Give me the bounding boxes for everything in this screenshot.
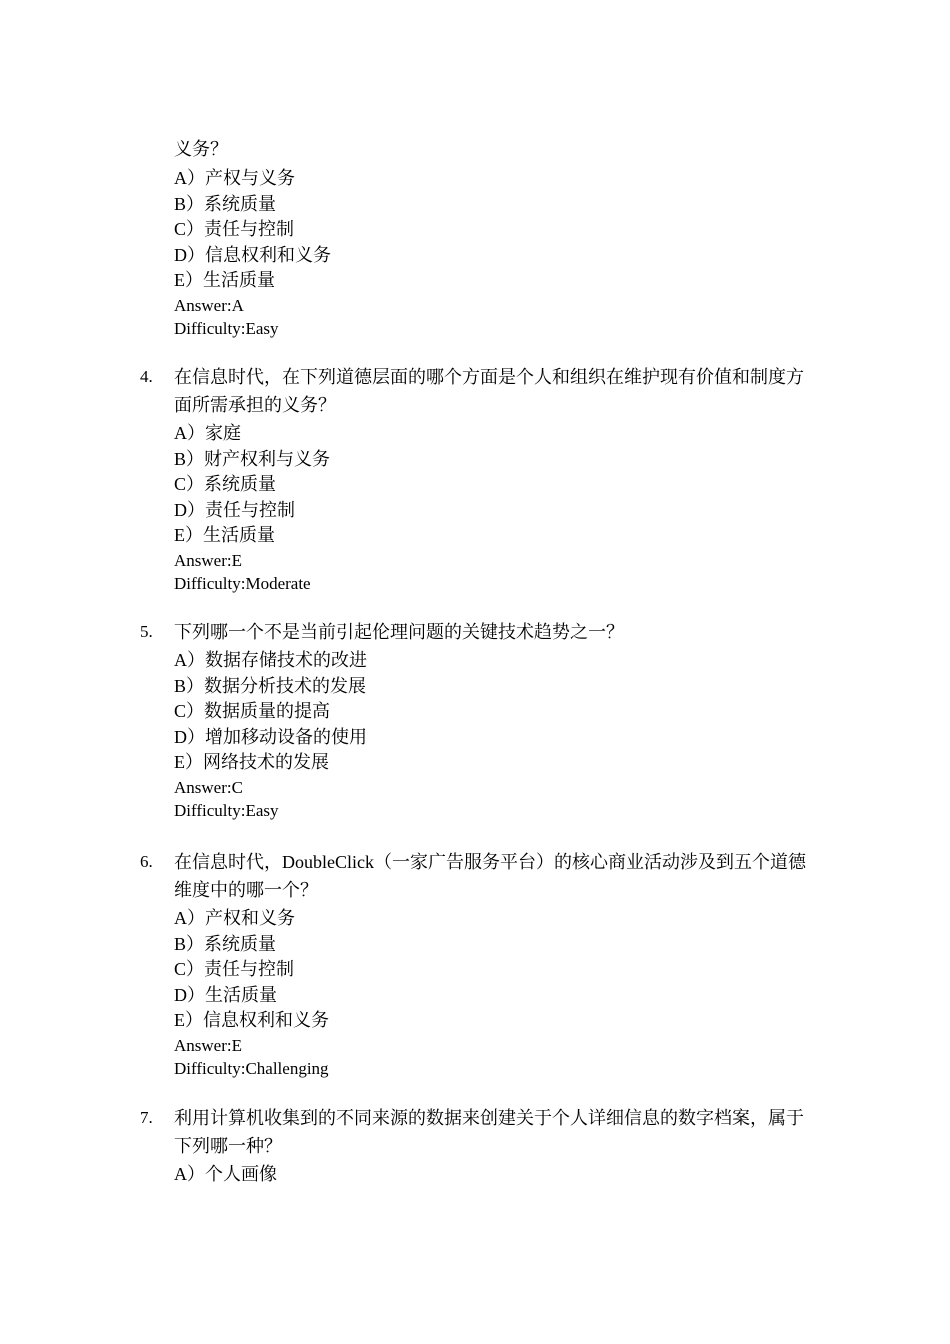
option-e: E）生活质量 xyxy=(174,270,275,290)
answer-label: Answer:E xyxy=(174,550,242,570)
question-stem xyxy=(140,1104,820,1160)
difficulty-label: Difficulty:Moderate xyxy=(174,573,311,593)
difficulty-label: Difficulty:Easy xyxy=(174,800,279,820)
option-b: B）系统质量 xyxy=(174,193,277,214)
option-d: D）生活质量 xyxy=(174,984,277,1005)
option-b: B）数据分析技术的发展 xyxy=(174,675,367,696)
difficulty-label: Difficulty:Challenging xyxy=(174,1058,329,1078)
option-b: B）财产权利与义务 xyxy=(174,448,331,469)
question-7 xyxy=(140,1104,820,1188)
question-3-continued xyxy=(140,137,820,340)
option-c: C）责任与控制 xyxy=(174,219,295,239)
question-stem xyxy=(140,618,820,646)
answer-label: Answer:C xyxy=(174,777,243,797)
option-a: A）数据存储技术的改进 xyxy=(174,650,367,670)
question-6 xyxy=(140,848,820,1080)
answer-label: Answer:E xyxy=(174,1035,242,1055)
option-a: A）个人画像 xyxy=(174,1164,277,1184)
option-c: C）责任与控制 xyxy=(174,959,295,979)
difficulty-label: Difficulty:Easy xyxy=(174,318,279,338)
option-c: C）数据质量的提高 xyxy=(174,701,331,721)
option-d: D）责任与控制 xyxy=(174,499,295,520)
question-4 xyxy=(140,363,820,595)
question-stem xyxy=(140,848,820,904)
option-c: C）系统质量 xyxy=(174,474,277,494)
option-e: E）网络技术的发展 xyxy=(174,752,329,772)
answer-label: Answer:A xyxy=(174,295,244,315)
question-text: 利用计算机收集到的不同来源的数据来创建关于个人详细信息的数字档案，属于下列哪一种？ xyxy=(174,1108,804,1156)
question-5 xyxy=(140,618,820,822)
option-a: A）产权与义务 xyxy=(174,168,295,188)
question-number: 4. xyxy=(140,367,153,386)
option-e: E）生活质量 xyxy=(174,525,275,545)
option-a: A）产权和义务 xyxy=(174,908,295,928)
question-text: 在信息时代，DoubleClick（一家广告服务平台）的核心商业活动涉及到五个道德维度中的哪一个？ xyxy=(174,852,806,900)
question-number: 6. xyxy=(140,852,153,871)
question-number: 7. xyxy=(140,1108,153,1127)
option-d: D）增加移动设备的使用 xyxy=(174,726,367,747)
question-text: 下列哪一个不是当前引起伦理问题的关键技术趋势之一？ xyxy=(174,622,624,642)
option-e: E）信息权利和义务 xyxy=(174,1010,329,1030)
question-text-tail: 义务？ xyxy=(174,139,228,159)
option-d: D）信息权利和义务 xyxy=(174,244,331,265)
question-stem xyxy=(140,363,820,419)
option-b: B）系统质量 xyxy=(174,933,277,954)
option-a: A）家庭 xyxy=(174,423,241,443)
question-text: 在信息时代，在下列道德层面的哪个方面是个人和组织在维护现有价值和制度方面所需承担的义务？ xyxy=(174,367,804,415)
question-number: 5. xyxy=(140,622,153,641)
